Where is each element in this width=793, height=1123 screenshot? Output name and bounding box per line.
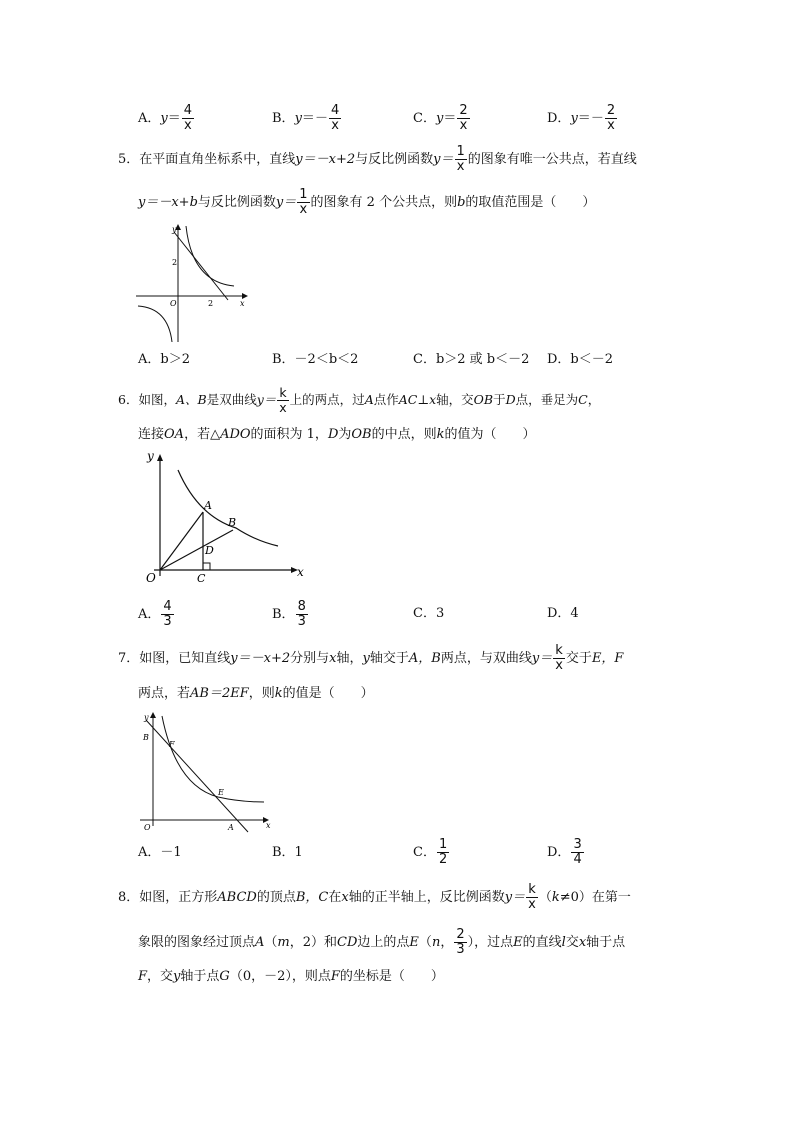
q5-tick-x-2: 2 (208, 299, 214, 308)
q7-text-line-2: 两点，若AB＝2EF，则k的值是（ ） (138, 686, 374, 701)
q6-origin-label: O (146, 571, 156, 585)
q7-d-fraction: $\frac{3}{4}$ (573, 837, 582, 867)
q5-option-a[interactable]: A．b＞2 (138, 352, 190, 367)
q8-text-line-1: 8．如图，正方形ABCD的顶点B，C在x轴的正半轴上，反比例函数y＝ $\frac{k}{x}$ （k≠0）在第一 (118, 882, 631, 912)
q6-y-arrow (157, 454, 163, 461)
q6-segment-ob (160, 530, 233, 570)
q6-segment-oa (160, 512, 203, 570)
q7-point-f-label: F (169, 740, 175, 749)
q7-figure (136, 708, 276, 833)
q7-y-label: y (144, 713, 149, 722)
q6-point-c-label: C (197, 572, 206, 585)
q4-b-fraction: $\frac{4}{x}$ (330, 103, 340, 133)
q5-option-d[interactable]: D．b＜－2 (547, 352, 614, 367)
q7-line-y-eq-neg-x-plus-2 (146, 720, 248, 832)
q6-point-d-label: D (205, 544, 214, 557)
q7-option-c[interactable]: C． $\frac{1}{2}$ (413, 837, 448, 867)
q6-text-line-2: 连接OA，若△ADO的面积为 1，D为OB的中点，则k的值为（ ） (138, 427, 536, 442)
q6-option-b[interactable]: B． $\frac{8}{3}$ (272, 599, 306, 629)
q5-option-c[interactable]: C．b＞2 或 b＜－2 (413, 352, 530, 367)
q6-fraction: $\frac{k}{x}$ (279, 385, 287, 415)
q7-point-e-label: E (218, 788, 224, 797)
q6-y-label: y (147, 450, 154, 463)
q6-a-fraction: $\frac{4}{3}$ (163, 599, 172, 629)
q8-text-line-2: 象限的图象经过顶点A（m，2）和CD边上的点E（n， $\frac{2}{3}$ ），过点E的直线l交x轴于点 (138, 927, 626, 957)
q7-option-b[interactable]: B．1 (272, 845, 303, 860)
q6-point-a-label: A (204, 499, 212, 512)
q6-option-a[interactable]: A． $\frac{4}{3}$ (138, 599, 172, 629)
q7-origin-label: O (144, 823, 151, 832)
q7-c-fraction: $\frac{1}{2}$ (438, 837, 448, 867)
q6-option-c[interactable]: C．3 (413, 606, 445, 621)
q4-a-fraction: $\frac{4}{x}$ (183, 103, 193, 133)
q4-option-c[interactable]: C．y＝ $\frac{2}{x}$ (413, 103, 468, 133)
q7-option-a[interactable]: A．－1 (138, 845, 182, 860)
q6-x-label: x (297, 565, 304, 579)
q8-text-line-3: F，交y轴于点G（0，－2），则点F的坐标是（ ） (138, 969, 444, 984)
q7-fraction: $\frac{k}{x}$ (555, 643, 563, 673)
q8-e-y-fraction: $\frac{2}{3}$ (456, 927, 465, 957)
q4-d-fraction: $\frac{2}{x}$ (606, 103, 616, 133)
q6-point-b-label: B (228, 516, 237, 529)
q6-right-angle-mark (203, 563, 210, 570)
q5-origin-label: O (170, 299, 177, 308)
q7-point-b-label: B (143, 733, 149, 742)
q6-hyperbola (178, 470, 278, 546)
q5-figure (132, 220, 252, 345)
q5-fraction-2: $\frac{1}{x}$ (299, 187, 308, 217)
q6-text-line-1: 6．如图，A、B是双曲线y＝ $\frac{k}{x}$ 上的两点，过A点作AC⊥x轴，交OB于D点，垂足为C， (118, 385, 601, 415)
q4-option-d[interactable]: D．y＝－ $\frac{2}{x}$ (547, 103, 616, 133)
q5-tick-y-2: 2 (172, 258, 178, 267)
q5-y-label: y (172, 225, 177, 234)
q6-figure (140, 450, 310, 588)
q5-line-y-eq-neg-x-plus-2 (174, 232, 228, 300)
q6-option-d[interactable]: D．4 (547, 606, 579, 621)
q5-text-line-2: y＝－x+b与反比例函数y＝ $\frac{1}{x}$ 的图象有 2 个公共点，则b的取值范围是（ ） (138, 187, 596, 217)
q5-hyperbola-branch-2 (138, 306, 172, 342)
q7-option-d[interactable]: D． $\frac{3}{4}$ (547, 837, 582, 867)
q5-text-line-1: 5．在平面直角坐标系中，直线y＝－x+2与反比例函数y＝ $\frac{1}{x}$ 的图象有唯一公共点，若直线 (118, 144, 637, 174)
q4-option-a[interactable]: A．y＝ $\frac{4}{x}$ (138, 103, 193, 133)
q4-option-b[interactable]: B．y＝－ $\frac{4}{x}$ (272, 103, 340, 133)
q7-text-line-1: 7．如图，已知直线y＝－x+2分别与x轴，y轴交于A，B两点，与双曲线y＝ $\frac{k}{x}$ 交于E，F (118, 643, 624, 673)
q6-b-fraction: $\frac{8}{3}$ (297, 599, 306, 629)
q7-y-arrow (150, 712, 156, 718)
q5-x-label: x (240, 299, 245, 308)
q5-option-b[interactable]: B．－2＜b＜2 (272, 352, 359, 367)
q5-fraction-1: $\frac{1}{x}$ (456, 144, 465, 174)
q7-point-a-label: A (228, 823, 234, 832)
q4-c-fraction: $\frac{2}{x}$ (459, 103, 468, 133)
q7-hyperbola (162, 716, 264, 802)
q8-fraction: $\frac{k}{x}$ (528, 882, 536, 912)
q7-x-label: x (266, 821, 271, 830)
